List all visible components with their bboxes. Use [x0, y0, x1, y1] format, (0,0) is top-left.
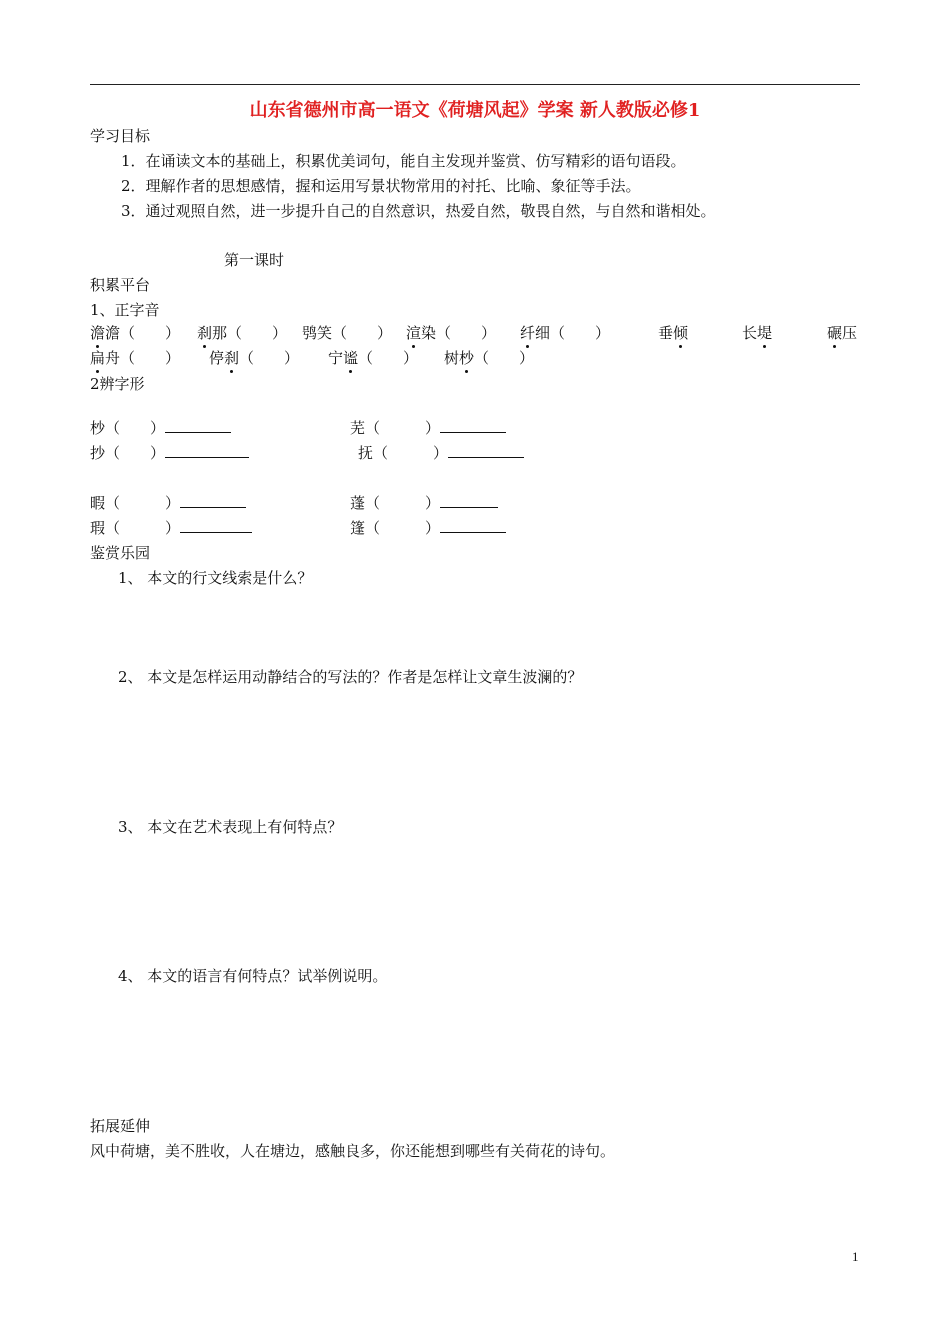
extend-text: 风中荷塘，美不胜收，人在塘边，感触良多，你还能想到哪些有关荷花的诗句。 — [90, 1142, 616, 1160]
answer-blank[interactable] — [440, 518, 506, 533]
document-title: 山东省德州市高一语文《荷塘风起》学案 新人教版必修1 — [249, 100, 701, 121]
lesson-label: 第一课时 — [224, 251, 285, 269]
appreciate-heading: 鉴赏乐园 — [90, 544, 151, 562]
shape-item: 篷（ ） — [350, 518, 506, 538]
objective-item-1: 1．在诵读文本的基础上，积累优美词句，能自主发现并鉴赏、仿写精彩的语句语段。 — [121, 152, 686, 170]
objective-item-3: 3．通过观照自然，进一步提升自己的自然意识，热爱自然，敬畏自然，与自然和谐相处。 — [121, 202, 716, 220]
pron-item: 鸮笑（ ） — [302, 324, 393, 342]
accumulate-heading: 积累平台 — [90, 276, 151, 294]
pron-item: 停刹（ ） — [209, 349, 300, 367]
question-1: 1、 本文的行文线索是什么？ — [118, 569, 313, 587]
answer-blank[interactable] — [440, 493, 498, 508]
answer-blank[interactable] — [180, 493, 246, 508]
objective-item-2: 2．理解作者的思想感情，握和运用写景状物常用的衬托、比喻、象征等手法。 — [121, 177, 641, 195]
shape-item: 芜（ ） — [350, 418, 506, 438]
question-2: 2、 本文是怎样运用动静结合的写法的？作者是怎样让文章生波澜的？ — [118, 668, 583, 686]
answer-blank[interactable] — [440, 418, 506, 433]
pronunciation-heading: 1、正字音 — [90, 301, 160, 319]
question-3: 3、 本文在艺术表现上有何特点？ — [118, 818, 343, 836]
pron-item: 树杪（ ） — [444, 349, 535, 367]
shape-item: 蓬（ ） — [350, 493, 498, 513]
header-rule — [90, 84, 860, 85]
pron-item: 碾压 — [827, 324, 858, 342]
shape-item: 抚（ ） — [358, 443, 524, 463]
answer-blank[interactable] — [180, 518, 252, 533]
pron-item: 宁谧（ ） — [328, 349, 419, 367]
pron-item: 渲染（ ） — [406, 324, 497, 342]
pron-item: 纤细（ ） — [520, 324, 611, 342]
objectives-heading: 学习目标 — [90, 127, 151, 145]
pron-item: 垂倾 — [658, 324, 689, 342]
shape-heading: 2辨字形 — [90, 375, 145, 393]
answer-blank[interactable] — [165, 443, 249, 458]
pron-item: 刹那（ ） — [197, 324, 288, 342]
shape-item: 杪（ ） — [90, 418, 231, 438]
extend-heading: 拓展延伸 — [90, 1117, 151, 1135]
shape-item: 暇（ ） — [90, 493, 246, 513]
shape-item: 瑕（ ） — [90, 518, 252, 538]
pron-item: 澹澹（ ） — [90, 324, 181, 342]
page-number: 1 — [852, 1249, 859, 1264]
answer-blank[interactable] — [448, 443, 524, 458]
pron-item: 扁舟（ ） — [90, 349, 181, 367]
answer-blank[interactable] — [165, 418, 231, 433]
question-4: 4、 本文的语言有何特点？试举例说明。 — [118, 967, 388, 985]
pron-item: 长堤 — [742, 324, 773, 342]
shape-item: 抄（ ） — [90, 443, 249, 463]
